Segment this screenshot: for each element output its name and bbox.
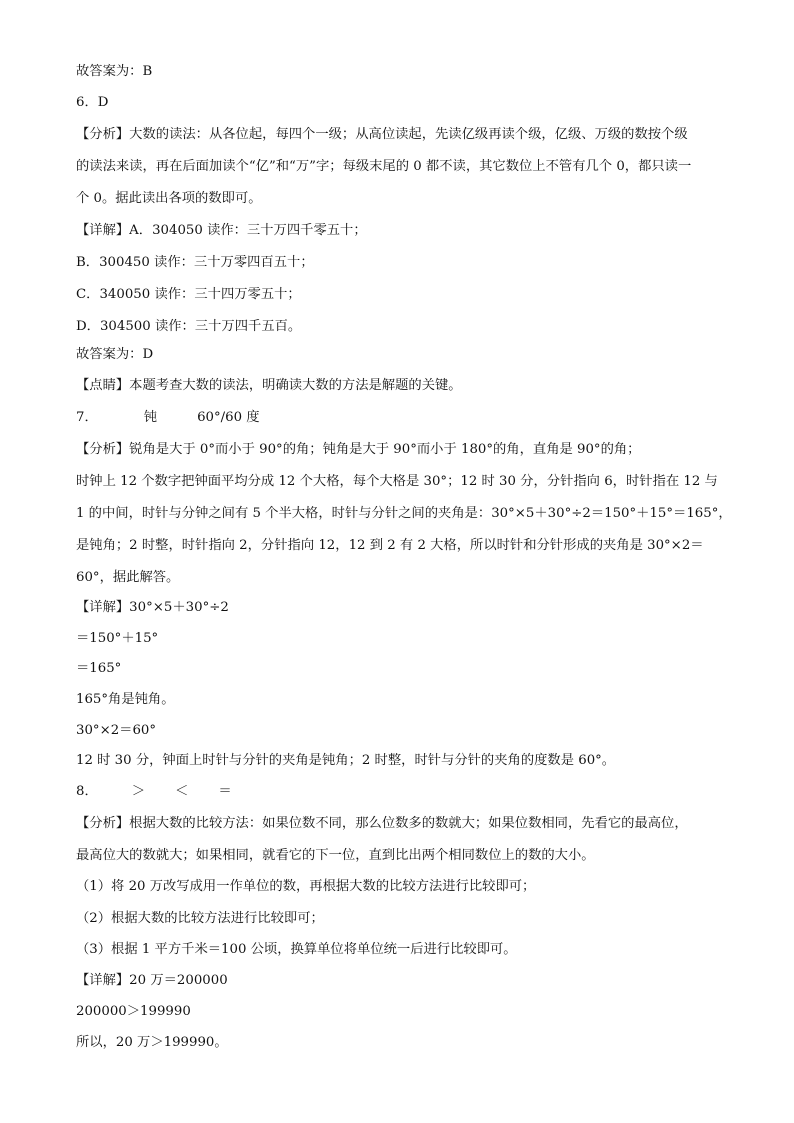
analysis-line: （2）根据大数的比较方法进行比较即可； xyxy=(76,911,324,926)
analysis-line: （3）根据 1 平方千米＝100 公顷，换算单位将单位统一后进行比较即可。 xyxy=(76,942,517,957)
analysis-line: 【分析】大数的读法：从各位起，每四个一级；从高位读起，先读亿级再读个级，亿级、万级的数按个级 xyxy=(76,127,688,142)
detail-line: 30°×2＝60° xyxy=(76,723,157,738)
question-number-6: 6．D xyxy=(76,95,109,110)
detail-line: 【详解】20 万＝200000 xyxy=(76,973,228,988)
question-number-8: 8． xyxy=(76,784,98,799)
answer-line: 故答案为：B xyxy=(76,64,153,79)
detail-line: 200000＞199990 xyxy=(76,1004,191,1019)
detail-line: ＝165° xyxy=(76,661,122,676)
answer-blank-2: ＜ xyxy=(175,784,189,799)
detail-line: ＝150°＋15° xyxy=(76,631,159,646)
analysis-line: 是钝角；2 时整，时针指向 2，分针指向 12，12 到 2 有 2 大格，所以时针和分针形成的夹角是 30°×2＝ xyxy=(76,538,704,553)
analysis-line: （1）将 20 万改写成用一作单位的数，再根据大数的比较方法进行比较即可； xyxy=(76,879,536,894)
analysis-line: 最高位大的数就大；如果相同，就看它的下一位，直到比出两个相同数位上的数的大小。 xyxy=(76,848,595,863)
detail-line: 所以，20 万＞199990。 xyxy=(76,1035,228,1050)
question-8-answer-row xyxy=(76,783,726,801)
answer-blank-1: 钝 xyxy=(143,410,158,425)
detail-line: 165°角是钝角。 xyxy=(76,692,175,707)
analysis-line: 1 的中间，时针与分钟之间有 5 个半大格，时针与分针之间的夹角是：30°×5＋30°÷2＝150°＋15°＝165°， xyxy=(76,506,732,521)
detail-line: 12 时 30 分，钟面上时针与分针的夹角是钝角；2 时整，时针与分针的夹角的度数是 60°。 xyxy=(76,753,616,768)
analysis-line: 的读法来读，再在后面加读个“亿”和“万”字；每级末尾的 0 都不读，其它数位上不管有几个 0，都只读一 xyxy=(76,159,692,174)
detail-line: D．304500 读作：三十万四千五百。 xyxy=(76,319,302,334)
analysis-line: 【分析】根据大数的比较方法：如果位数不同，那么位数多的数就大；如果位数相同，先看它的最高位， xyxy=(76,816,688,831)
answer-blank-3: ＝ xyxy=(218,784,232,799)
detail-line: 【详解】A．304050 读作：三十万四千零五十； xyxy=(76,223,367,238)
question-number-7: 7． xyxy=(76,410,98,425)
answer-blank-2: 60°/60 度 xyxy=(197,410,260,425)
answer-blank-1: ＞ xyxy=(131,784,146,799)
analysis-line: 时钟上 12 个数字把钟面平均分成 12 个大格，每个大格是 30°；12 时 30 分，分针指向 6，时针指在 12 与 xyxy=(76,474,718,489)
analysis-line: 【分析】锐角是大于 0°而小于 90°的角；钝角是大于 90°而小于 180°的角，直角是 90°的角； xyxy=(76,442,641,457)
analysis-line: 个 0。据此读出各项的数即可。 xyxy=(76,191,262,206)
question-7-answer-row xyxy=(76,409,726,427)
detail-line: C．340050 读作：三十四万零五十； xyxy=(76,287,301,302)
analysis-line: 60°，据此解答。 xyxy=(76,570,180,585)
detail-line: 【详解】30°×5＋30°÷2 xyxy=(76,600,229,615)
answer-line: 故答案为：D xyxy=(76,347,154,362)
comment-line: 【点睛】本题考查大数的读法，明确读大数的方法是解题的关键。 xyxy=(76,378,462,393)
detail-line: B．300450 读作：三十万零四百五十； xyxy=(76,255,314,270)
